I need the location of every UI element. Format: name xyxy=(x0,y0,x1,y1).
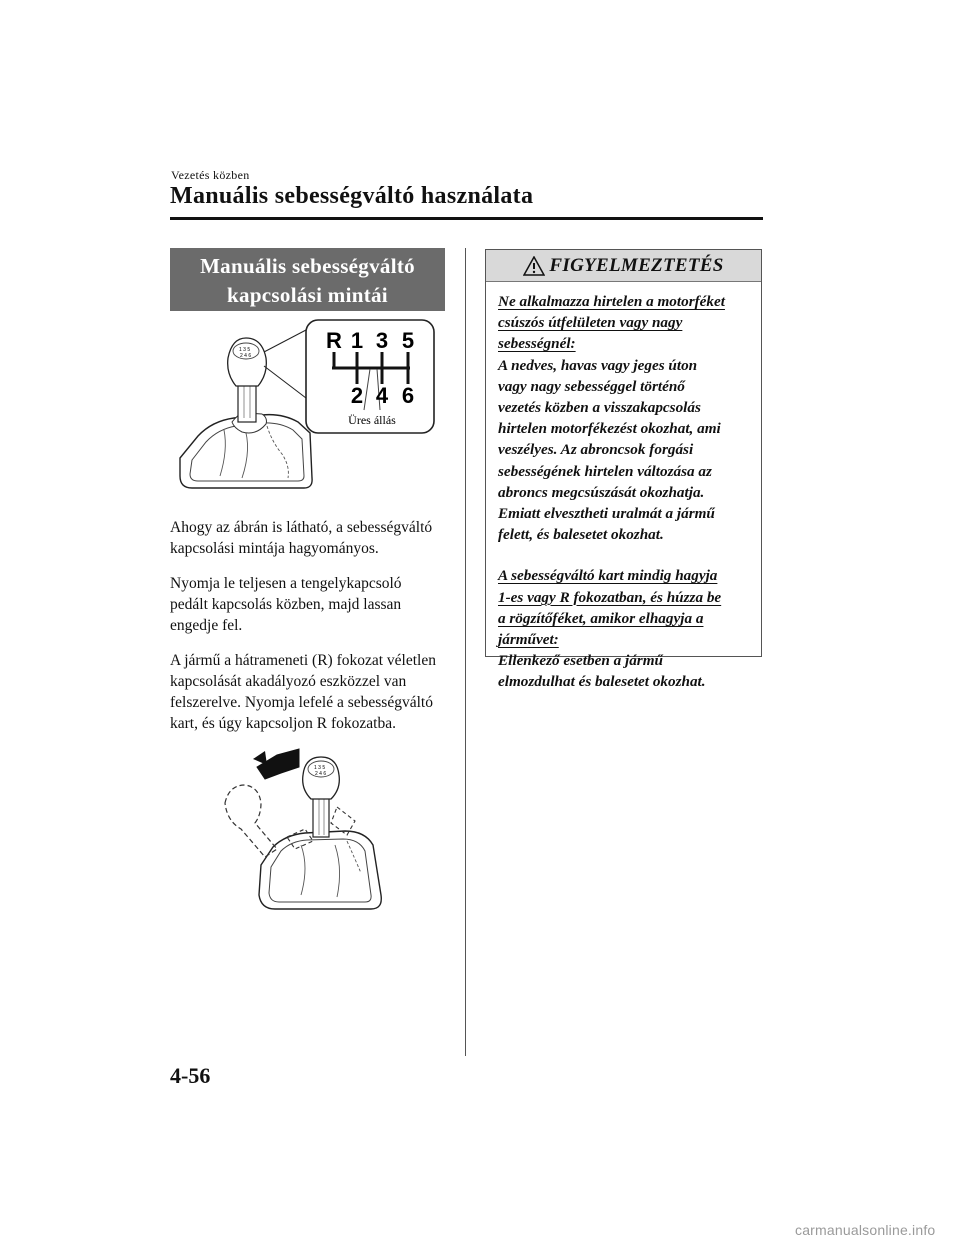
svg-text:1 3 5: 1 3 5 xyxy=(314,765,326,771)
page-title: Manuális sebességváltó használata xyxy=(170,183,534,209)
gear-label-r: R xyxy=(326,328,342,353)
gear-label-6: 6 xyxy=(401,383,415,408)
warning-heading-1: Ne alkalmazza hirtelen a motorféket csúszós útfelületen vagy nagy sebességnél: xyxy=(498,293,725,353)
title-rule xyxy=(170,217,763,220)
reverse-shift-figure xyxy=(215,745,385,915)
warning-title: FIGYELMEZTETÉS xyxy=(549,254,724,276)
gear-label-3: 3 xyxy=(375,328,389,353)
svg-text:1 3 5: 1 3 5 xyxy=(239,347,251,353)
svg-text:2 4 6: 2 4 6 xyxy=(240,353,252,359)
section-heading-box xyxy=(170,248,445,311)
shift-pattern-figure xyxy=(172,318,442,490)
gear-label-2: 2 xyxy=(350,383,364,408)
section-heading-line-2: kapcsolási mintái xyxy=(227,283,388,307)
warning-header xyxy=(486,250,761,282)
gear-label-5: 5 xyxy=(401,328,415,353)
paragraph-1: Ahogy az ábrán is látható, a sebességváltó kapcsolási mintája hagyományos. xyxy=(170,519,433,557)
warning-text-1: A nedves, havas vagy jeges úton vagy nagy sebességgel történő vezetés közben a visszakapcsolás hirtelen motorfékezést okozhat, ami veszélyes. Az abroncsok forgási sebességének hirtelen változása az abroncs megcsúszását okozhatja. Emiatt elvesztheti uralmát a jármű felett, és balesetet okozhat. xyxy=(498,356,721,544)
warning-triangle-icon xyxy=(523,256,545,276)
neutral-label: Üres állás xyxy=(348,413,396,427)
paragraph-2: Nyomja le teljesen a tengelykapcsoló pedált kapcsolás közben, majd lassan engedje fel. xyxy=(170,575,402,634)
warning-body xyxy=(486,282,761,693)
warning-box xyxy=(485,249,762,691)
section-label: Vezetés közben xyxy=(171,168,250,182)
section-heading-line-1: Manuális sebességváltó xyxy=(200,254,415,278)
gear-label-4: 4 xyxy=(375,383,389,408)
svg-text:2 4 6: 2 4 6 xyxy=(315,771,327,777)
watermark: carmanualsonline.info xyxy=(795,1222,936,1238)
gear-label-1: 1 xyxy=(350,328,364,353)
column-divider xyxy=(465,248,466,1056)
warning-text-2: Ellenkező esetben a jármű elmozdulhat és balesetet okozhat. xyxy=(498,652,706,691)
paragraph-3: A jármű a hátrameneti (R) fokozat véletlen kapcsolását akadályozó eszközzel van felszerelve. Nyomja lefelé a sebességváltó kart, és úgy kapcsoljon R fokozatba. xyxy=(170,652,436,732)
page-number: 4-56 xyxy=(170,1063,211,1088)
warning-heading-2: A sebességváltó kart mindig hagyja 1-es vagy R fokozatban, és húzza be a rögzítőféket, amikor elhagyja a járművet: xyxy=(498,567,722,649)
